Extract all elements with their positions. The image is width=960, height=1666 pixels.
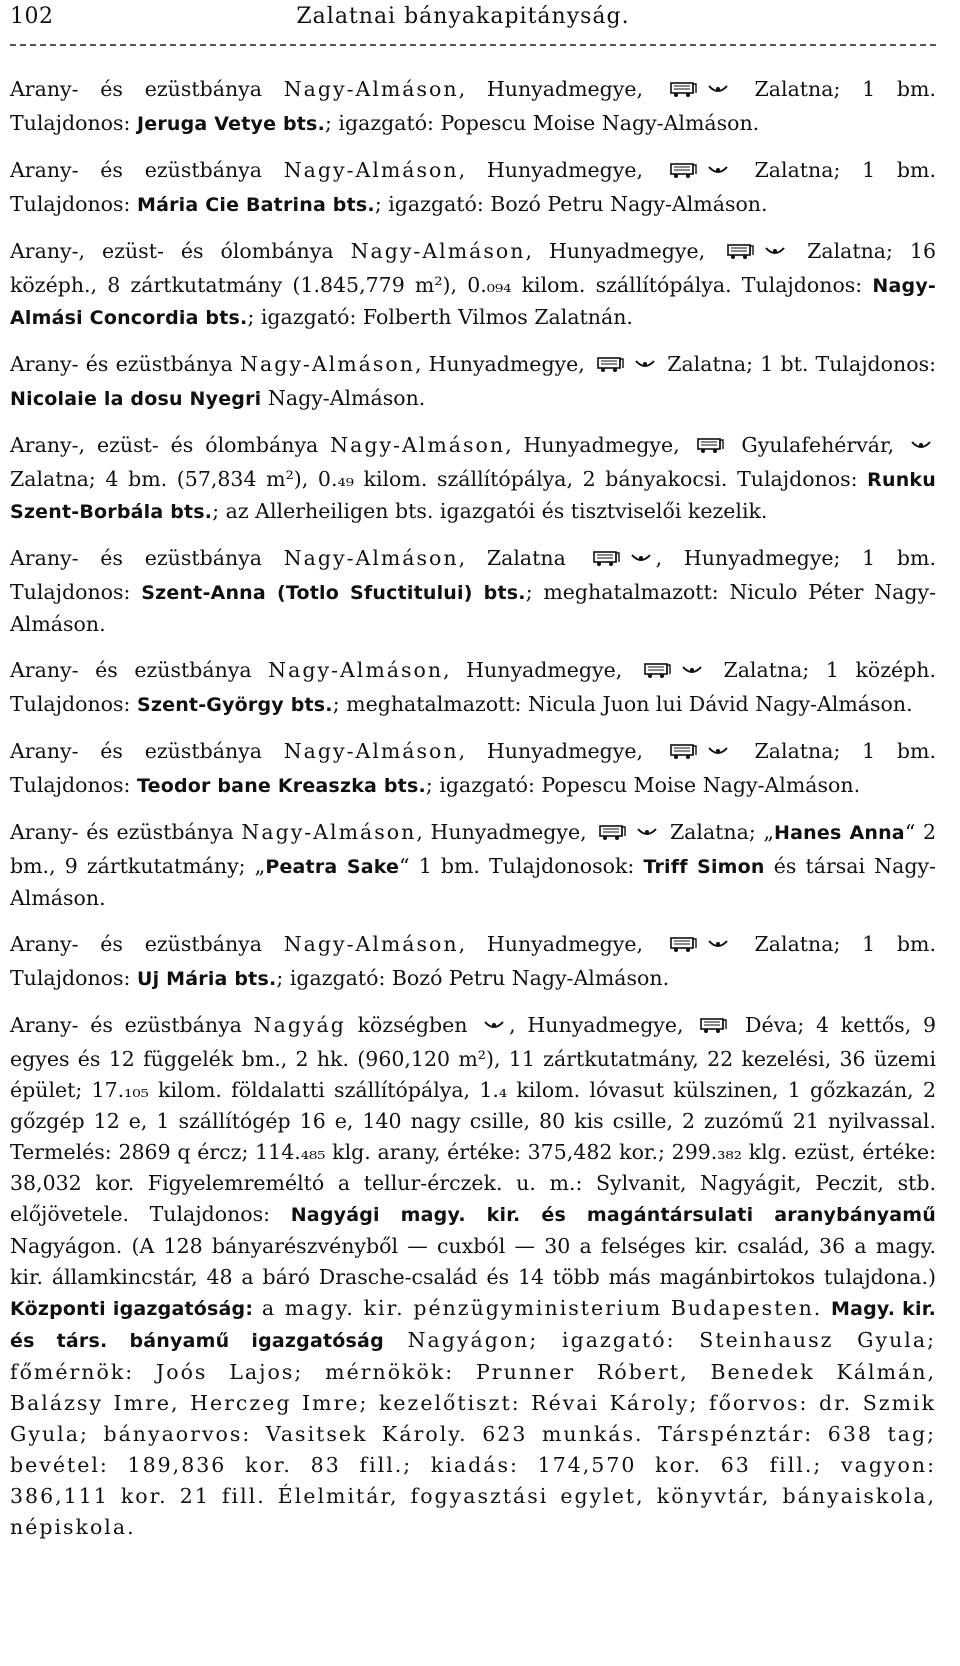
- entry-place: Nagy-Almáson: [283, 739, 459, 763]
- entry-text: Gyulafehérvár,: [729, 433, 906, 457]
- entry-text: ; meghatalmazott: Nicula Juon lui Dávid Nagy-Almáson.: [332, 692, 913, 716]
- entry-lead: Arany-, ezüst- és ólombánya: [10, 433, 331, 457]
- railway-station-icon: [696, 433, 726, 464]
- entry: [10, 430, 936, 528]
- railway-station-icon: [669, 158, 699, 189]
- entry-lead: Arany- és ezüstbánya: [10, 820, 242, 844]
- entry: [10, 817, 936, 914]
- entry-text: , Hunyadmegye,: [458, 77, 665, 101]
- owner-name: Teodor bane Kreaszka bts.: [136, 775, 426, 797]
- entry-place: Nagy-Almáson: [283, 158, 459, 182]
- entry-lead: Arany- és ezüstbánya: [10, 932, 284, 956]
- entry-place: Nagy-Almáson: [268, 658, 444, 682]
- entry: [10, 736, 936, 802]
- post-office-icon: [681, 658, 703, 689]
- entry-text: Nagy-Almáson.: [261, 386, 426, 410]
- railway-station-icon: [669, 932, 699, 963]
- owner-name: Szent-György bts.: [136, 694, 333, 716]
- entries-list: [10, 74, 936, 995]
- entry-text: , Hunyadmegye,: [458, 932, 665, 956]
- page-number: 102: [10, 4, 54, 29]
- post-office-icon: [764, 239, 786, 270]
- entry-place: Nagy-Almáson: [240, 352, 415, 376]
- entry-text: a magy. kir. pénzügyministerium Budapesten.: [253, 1296, 831, 1320]
- entry-text: Nagyágon. (A 128 bányarészvényből — cuxból — 30 a felséges kir. család, 36 a magy. kir. államkincstár, 48 a báró Drasche-család és 14 több más magánbirtokos tulajdona.): [10, 1234, 936, 1289]
- entry-text: ; igazgató: Popescu Moise Nagy-Almáson.: [425, 773, 861, 797]
- entry: [10, 155, 936, 221]
- entry-text: Déva; 4 kettős, 9 egyes és 12 függelék bm., 2 hk. (960,120 m²), 11 zártkutatmány, 22 kezelési, 36 üzemi épület; 17.₁₀₅ kilom. földalatti szállítópálya, 1.₄ kilom. lóvasut külszinen, 1 gőzkazán, 2 gőzgép 12 e, 1 szállítógép 16 e, 140 nagy csille, 80 kis csille, 2 zuzómű 21 nyilvassal. Termelés: 2869 q ércz; 114.₄₈₅ klg. arany, értéke: 375,482 kor.; 299.₃₈₂ klg. ezüst, értéke: 38,032 kor. Figyelemreméltó a tellur-érczek. u. m.: Sylvanit, Nagyágit, Peczit, stb. előjövetele. Tulajdonos:: [10, 1013, 936, 1226]
- entry-text: Zalatna; 16 középh., 8 zártkutatmány (1.845,779 m²), 0.₀₉₄ kilom. szállítópálya. Tulajdonos:: [10, 239, 937, 297]
- owner-name: Uj Mária bts.: [136, 968, 277, 990]
- entry-text: Zalatna; 1 bm. Tulajdonos:: [10, 739, 936, 797]
- office-label: Magy. kir. és társ. bányamű igazgatóság: [10, 1298, 936, 1352]
- entry-text: Zalatna; 1 középh. Tulajdonos:: [10, 658, 937, 716]
- entry-text: , Hunyadmegye,: [505, 433, 692, 457]
- entry-text: Zalatna; 1 bm. Tulajdonos:: [10, 932, 936, 990]
- owner-name: Peatra Sake: [265, 856, 400, 878]
- entry: [10, 543, 936, 640]
- entry-text: , Hunyadmegye,: [458, 158, 665, 182]
- entry: [10, 929, 936, 995]
- railway-station-icon: [643, 658, 673, 689]
- entry-text: Zalatna; 1 bm. Tulajdonos:: [10, 77, 936, 135]
- post-office-icon: [707, 739, 729, 770]
- entry-lead: Arany- és ezüstbánya: [10, 158, 284, 182]
- entry-text: ; igazgató: Bozó Petru Nagy-Almáson.: [276, 966, 670, 990]
- owner-name: Mária Cie Batrina bts.: [136, 194, 375, 216]
- entry-place: Nagy-Almáson: [283, 546, 459, 570]
- entry-text: Zalatna; 1 bm. Tulajdonos:: [10, 158, 936, 216]
- owner-name: Szent-Anna (Totlo Sfuctitului) bts.: [141, 582, 526, 604]
- owner-name: Hanes Anna: [774, 822, 905, 844]
- entry-place: Nagyág: [253, 1013, 346, 1037]
- entry: [10, 655, 936, 721]
- entry-text: Zalatna; 1 bt. Tulajdonos:: [660, 352, 936, 376]
- owner-name: Jeruga Vetye bts.: [136, 113, 325, 135]
- entry-text: ; igazgató: Bozó Petru Nagy-Almáson.: [374, 192, 768, 216]
- running-title: Zalatnai bányakapitányság.: [296, 4, 630, 29]
- entry-lead: Arany- és ezüstbánya: [10, 77, 284, 101]
- entry-place: Nagy-Almáson: [283, 77, 459, 101]
- entry-text: , Hunyadmegye,: [416, 820, 595, 844]
- owner-name: Nagyági magy. kir. és magántársulati aranybányamű: [290, 1204, 937, 1226]
- entry-text: ; az Allerheiligen bts. igazgatói és tisztviselői kezelik.: [212, 499, 768, 523]
- post-office-icon: [707, 932, 729, 963]
- entry-lead: Arany- és ezüstbánya: [10, 352, 241, 376]
- post-office-icon: [483, 1013, 505, 1044]
- post-office-icon: [910, 433, 932, 464]
- entry-text: ; igazgató: Popescu Moise Nagy-Almáson.: [325, 111, 760, 135]
- entry-text: , Hunyadmegye,: [443, 658, 639, 682]
- post-office-icon: [636, 820, 658, 851]
- railway-station-icon: [726, 239, 756, 270]
- railway-station-icon: [592, 546, 622, 577]
- entry-place: Nagy-Almáson: [283, 932, 459, 956]
- entry-place: Nagy-Almáson: [350, 239, 526, 263]
- entry-lead: Arany- és ezüstbánya: [10, 658, 269, 682]
- owner-name: Triff Simon: [643, 856, 765, 878]
- entry-text: “ 1 bm. Tulajdonosok:: [399, 854, 644, 878]
- entry-text: , Hunyadmegye,: [458, 739, 665, 763]
- entry-place: Nagy-Almáson: [241, 820, 417, 844]
- entry-text: községben: [345, 1013, 480, 1037]
- railway-station-icon: [669, 739, 699, 770]
- post-office-icon: [630, 546, 652, 577]
- entry: [10, 74, 936, 140]
- entry-text: és társai Nagy-Almáson.: [10, 854, 936, 910]
- entry-text: “ 2 bm., 9 zártkutatmány; „: [10, 820, 937, 878]
- entry: [10, 349, 936, 415]
- entry-text: ; igazgató: Folberth Vilmos Zalatnán.: [247, 305, 633, 329]
- post-office-icon: [634, 352, 656, 383]
- entry-text: Zalatna; „: [662, 820, 775, 844]
- entry-lead: Arany- és ezüstbánya: [10, 546, 284, 570]
- page-header: [10, 0, 936, 46]
- entry-text: Nagyágon; igazgató: Steinhausz Gyula; főmérnök: Joós Lajos; mérnökök: Prunner Róbert, Benedek Kálmán, Balázsy Imre, Herczeg Imre; kezelőtiszt: Révai Károly; főorvos: dr. Szmik Gyula; bányaorvos: Vasitsek Károly. 623 munkás. Társpénztár: 638 tag; bevétel: 189,836 kor. 83 fill.; kiadás: 174,570 kor. 63 fill.; vagyon: 386,111 kor. 21 fill. Élelmitár, fogyasztási egylet, könyvtár, bányaiskola, népiskola.: [10, 1328, 936, 1539]
- entry-text: Zalatna; 4 bm. (57,834 m²), 0.₄₉ kilom. szállítópálya, 2 bányakocsi. Tulajdonos:: [10, 467, 868, 491]
- entry-nagyag: [10, 1010, 936, 1543]
- entry-text: , Zalatna: [458, 546, 588, 570]
- office-label: Központi igazgatóság:: [10, 1298, 254, 1320]
- owner-name: Runku Szent-Borbála bts.: [10, 469, 936, 523]
- railway-station-icon: [598, 820, 628, 851]
- entry-text: , Hunyadmegye,: [414, 352, 592, 376]
- entry-lead: Arany-, ezüst- és ólombánya: [10, 239, 351, 263]
- entry: [10, 236, 936, 334]
- entry-text: , Hunyadmegye,: [509, 1013, 696, 1037]
- railway-station-icon: [669, 77, 699, 108]
- post-office-icon: [707, 158, 729, 189]
- owner-name: Nagy-Almási Concordia bts.: [10, 275, 936, 329]
- entry-lead: Arany- és ezüstbánya: [10, 739, 284, 763]
- entry-place: Nagy-Almáson: [330, 433, 506, 457]
- entry-text: , Hunyadmegye; 1 bm. Tulajdonos:: [10, 546, 936, 604]
- entry-text: ; meghatalmazott: Niculo Péter Nagy-Almáson.: [10, 580, 936, 636]
- entry-text: , Hunyadmegye,: [525, 239, 723, 263]
- entry-lead: Arany- és ezüstbánya: [10, 1013, 254, 1037]
- post-office-icon: [707, 77, 729, 108]
- railway-station-icon: [699, 1013, 729, 1044]
- owner-name: Nicolaie la dosu Nyegri: [10, 388, 262, 410]
- railway-station-icon: [596, 352, 626, 383]
